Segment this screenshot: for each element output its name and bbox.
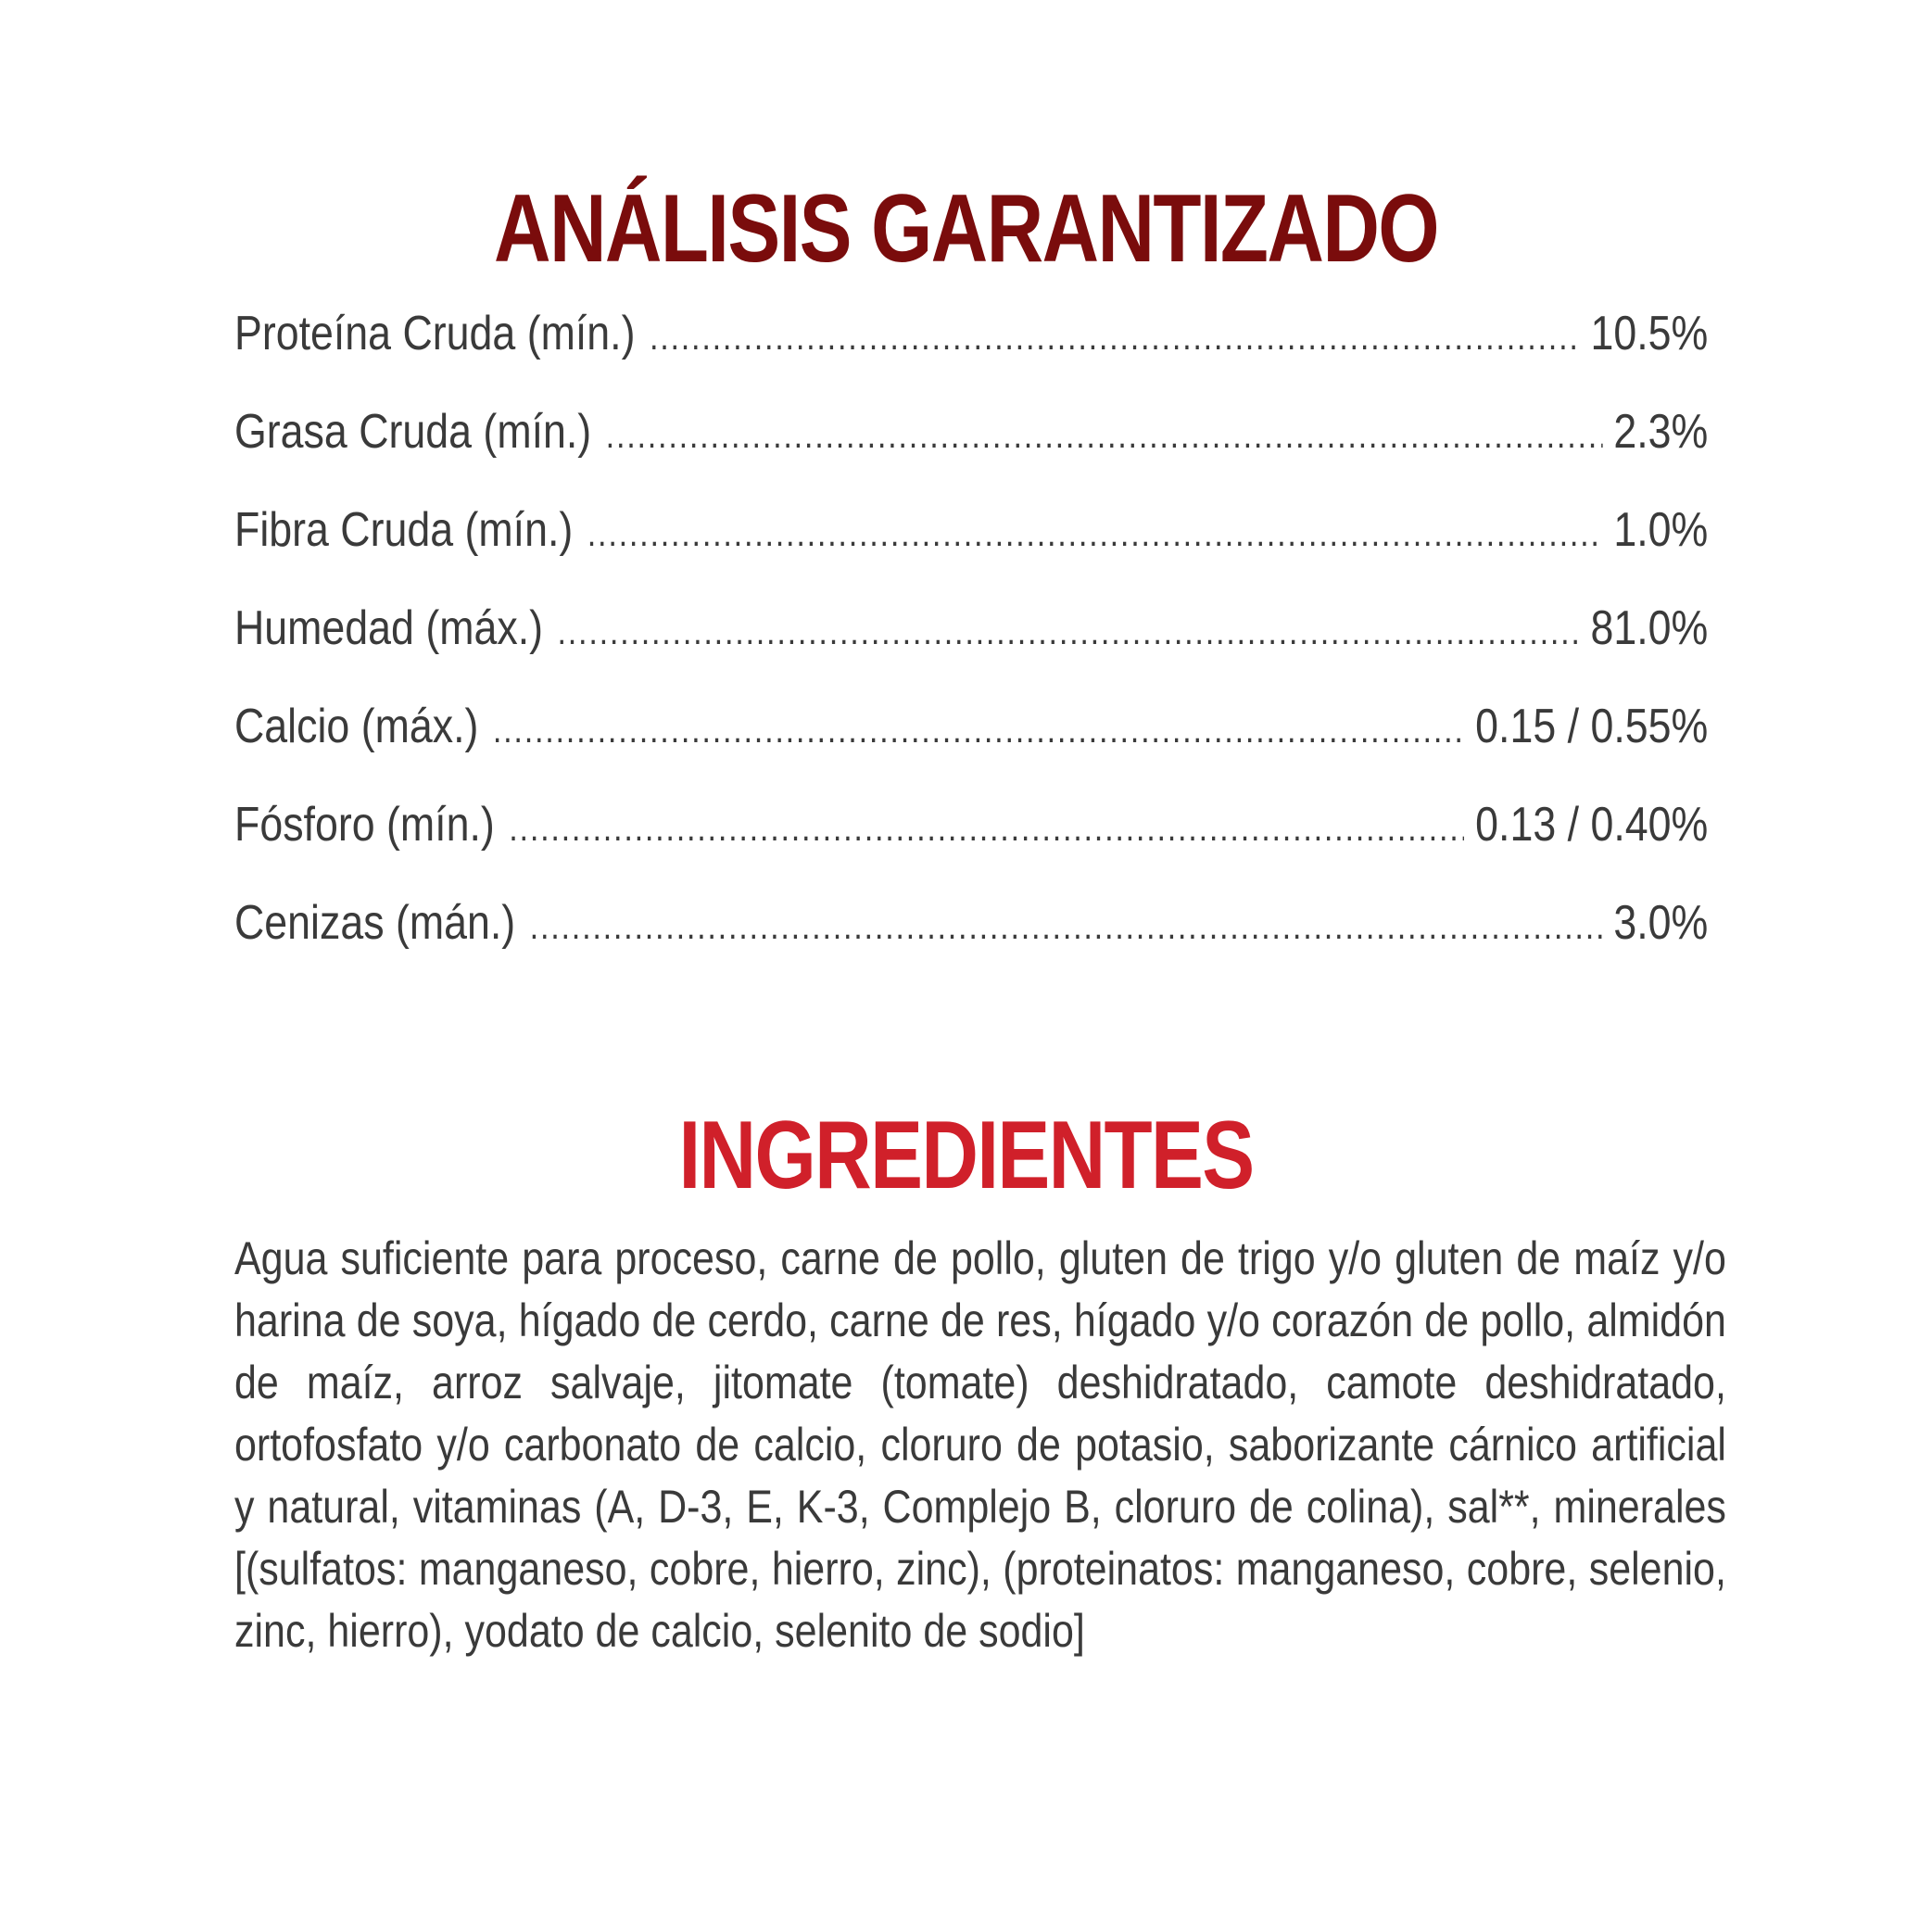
dot-leader <box>493 710 1464 751</box>
analysis-row-calcium <box>234 699 1708 797</box>
analysis-list <box>234 306 1708 993</box>
ingredients-text: Agua suficiente para proceso, carne de pollo, gluten de trigo y/o gluten de maíz y/o harina de soya, hígado de cerdo, carne de res, hígado y/o corazón de pollo, almidón de maíz, arroz salvaje, jitomate (tomate) deshidratado, camote deshidratado, ortofosfato y/o carbonato de calcio, cloruro de potasio, saborizante cárnico artificial y natural, vitaminas (A, D-3, E, K-3, Complejo B, cloruro de colina), sal**, minerales [(sulfatos: manganeso, cobre, hierro, zinc), (proteinatos: manganeso, cobre, selenio, zinc, hierro), yodato de calcio, selenito de sodio] <box>234 1232 1726 1657</box>
analysis-value: 0.15 / 0.55% <box>1475 700 1709 753</box>
analysis-label: Humedad (máx.) <box>234 601 544 655</box>
analysis-label: Fibra Cruda (mín.) <box>234 503 574 557</box>
analysis-label: Fósforo (mín.) <box>234 798 495 852</box>
analysis-label: Grasa Cruda (mín.) <box>234 405 592 459</box>
analysis-value: 3.0% <box>1613 896 1709 950</box>
analysis-value: 81.0% <box>1590 601 1709 655</box>
analysis-label: Proteína Cruda (mín.) <box>234 307 636 360</box>
analysis-row-phosphorus <box>234 797 1708 895</box>
dot-leader <box>650 317 1579 359</box>
analysis-label: Calcio (máx.) <box>234 700 479 753</box>
dot-leader <box>587 513 1603 555</box>
analysis-row-ash <box>234 895 1708 993</box>
dot-leader <box>558 612 1580 653</box>
analysis-title: ANÁLISIS GARANTIZADO <box>494 175 1438 283</box>
analysis-value: 0.13 / 0.40% <box>1475 798 1709 852</box>
analysis-row-fiber <box>234 502 1708 600</box>
ingredients-title: INGREDIENTES <box>678 1102 1254 1209</box>
analysis-row-protein <box>234 306 1708 404</box>
analysis-value: 2.3% <box>1613 405 1709 459</box>
analysis-value: 1.0% <box>1613 503 1709 557</box>
dot-leader <box>509 808 1464 850</box>
analysis-row-moisture <box>234 600 1708 699</box>
dot-leader <box>606 415 1603 457</box>
analysis-value: 10.5% <box>1590 307 1709 360</box>
analysis-label: Cenizas (mán.) <box>234 896 516 950</box>
analysis-row-fat <box>234 404 1708 502</box>
dot-leader <box>530 906 1603 948</box>
